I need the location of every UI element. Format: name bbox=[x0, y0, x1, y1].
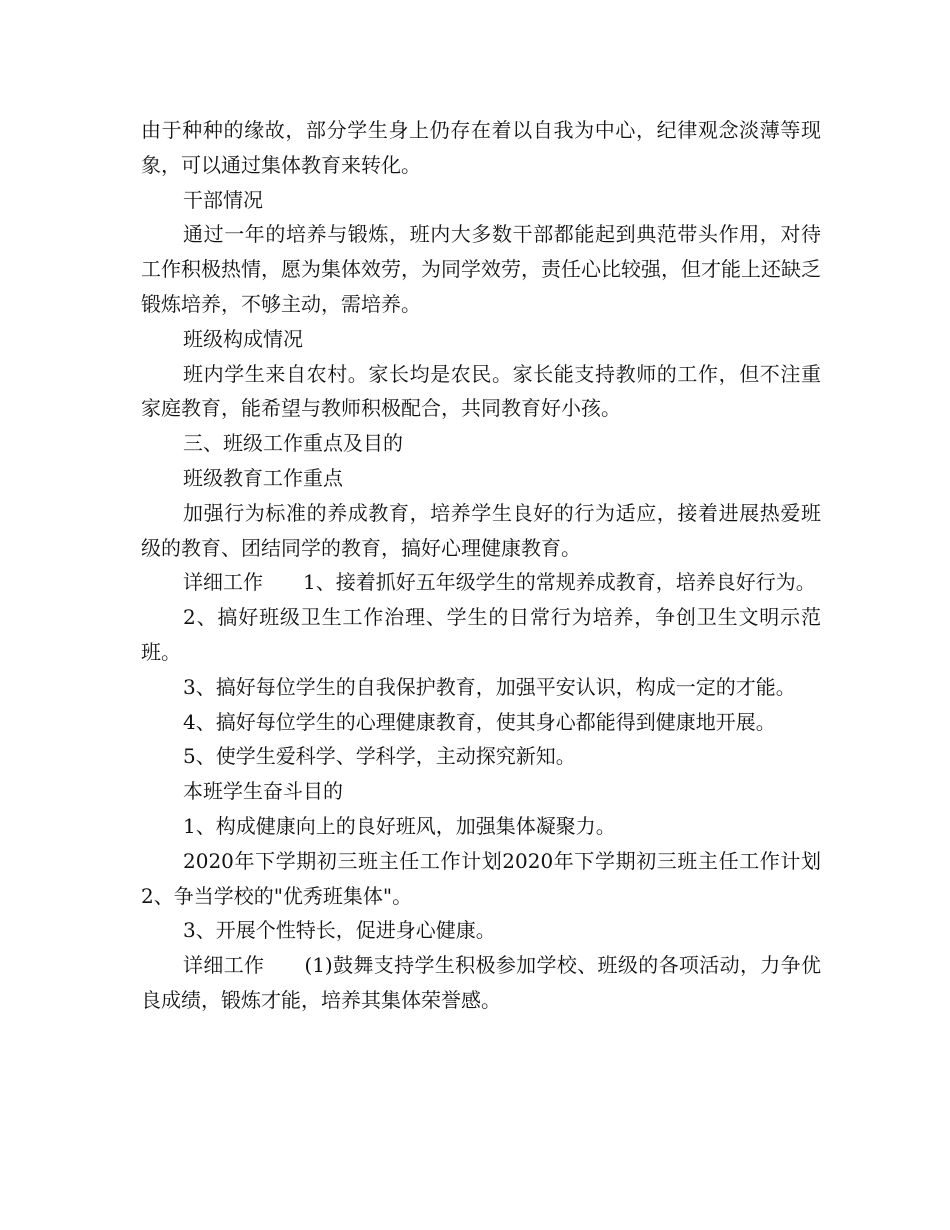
detail-work-label: 详细工作 bbox=[183, 570, 263, 595]
paragraph-detail-work-2 bbox=[141, 948, 821, 1018]
paragraph-item-5: 5、使学生爱科学、学科学，主动探究新知。 bbox=[183, 744, 576, 769]
section-heading-focus-goals: 三、班级工作重点及目的 bbox=[183, 431, 403, 456]
paragraph-goal-1: 1、构成健康向上的良好班风，加强集体凝聚力。 bbox=[183, 813, 616, 838]
heading-education-focus: 班级教育工作重点 bbox=[183, 465, 343, 490]
paragraph-item-4: 4、搞好每位学生的心理健康教育，使其身心都能得到健康地开展。 bbox=[183, 709, 776, 734]
detail-work-text: 1、接着抓好五年级学生的常规养成教育，培养良好行为。 bbox=[303, 570, 816, 595]
heading-cadres: 干部情况 bbox=[183, 187, 263, 212]
paragraph-goal-3: 3、开展个性特长，促进身心健康。 bbox=[183, 918, 496, 943]
paragraph-education-focus: 加强行为标准的养成教育，培养学生良好的行为适应，接着进展热爱班级的教育、团结同学的教育，搞好心理健康教育。 bbox=[141, 500, 821, 560]
document-body bbox=[141, 113, 821, 1018]
paragraph-discipline: 由于种种的缘故，部分学生身上仍存在着以自我为中心，纪律观念淡薄等现象，可以通过集体教育来转化。 bbox=[141, 118, 821, 177]
paragraph-item-3: 3、搞好每位学生的自我保护教育，加强平安认识，构成一定的才能。 bbox=[183, 674, 796, 699]
paragraph-class-composition: 班内学生来自农村。家长均是农民。家长能支持教师的工作，但不注重家庭教育，能希望与教师积极配合，共同教育好小孩。 bbox=[141, 361, 821, 421]
paragraph-item-2: 2、搞好班级卫生工作治理、学生的日常行为培养，争创卫生文明示范班。 bbox=[141, 605, 821, 664]
heading-class-composition: 班级构成情况 bbox=[183, 326, 303, 351]
detail-work-label: 详细工作 bbox=[183, 953, 265, 978]
paragraph-goal-2: 2020年下学期初三班主任工作计划2020年下学期初三班主任工作计划2、争当学校的"优秀班集体"。 bbox=[141, 848, 821, 908]
paragraph-cadres: 通过一年的培养与锻炼，班内大多数干部都能起到典范带头作用，对待工作积极热情，愿为集体效劳，为同学效劳，责任心比较强，但才能上还缺乏锻炼培养，不够主动，需培养。 bbox=[141, 222, 821, 316]
detail-work-text: (1)鼓舞支持学生积极参加学校、班级的各项活动，力争优良成绩，锻炼才能，培养其集体荣誉感。 bbox=[141, 953, 821, 1012]
paragraph-detail-work-1 bbox=[141, 565, 821, 600]
heading-class-goals: 本班学生奋斗目的 bbox=[183, 779, 343, 804]
